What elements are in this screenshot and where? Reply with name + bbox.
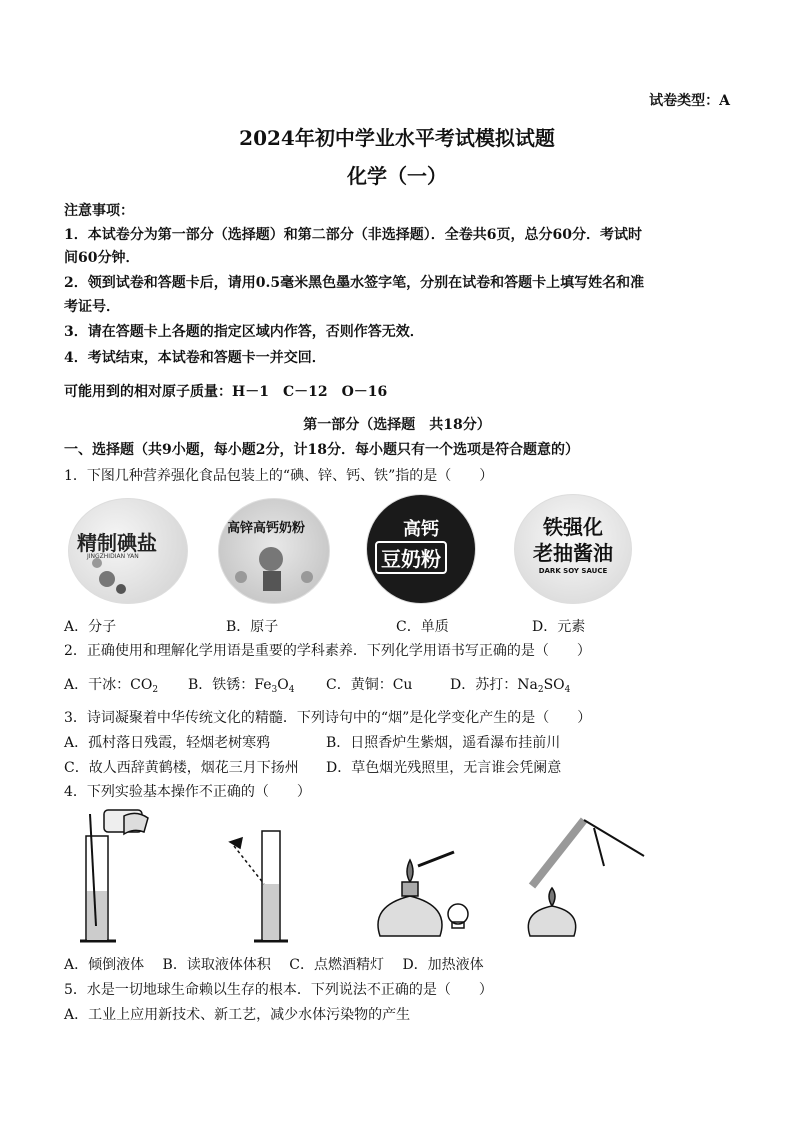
question-2-stem: 2．正确使用和理解化学用语是重要的学科素养．下列化学用语书写正确的是（ ） [64, 643, 591, 659]
q3-option-b: B．日照香炉生紫烟，遥看瀑布挂前川 [326, 735, 561, 751]
notice-item: 4．考试结束，本试卷和答题卡一并交回． [64, 350, 326, 366]
part1-heading: 第一部分（选择题 共18分） [303, 417, 491, 433]
section-title: 一、选择题（共9小题，每小题2分，计18分．每小题只有一个选项是符合题意的） [64, 442, 579, 458]
heating-liquid-illustration [528, 820, 644, 936]
pouring-liquid-illustration [80, 810, 148, 941]
q2-option-b: B．铁锈：$Fe_3O_4$ [188, 677, 295, 695]
question-3-stem: 3．诗词凝聚着中华传统文化的精髓．下列诗句中的“烟”是化学变化产生的是（ ） [64, 710, 592, 726]
notice-heading: 注意事项： [64, 203, 134, 219]
sauce-label-bottom: 老抽酱油 [533, 541, 613, 565]
notice-item: 考证号． [64, 299, 120, 315]
lighting-lamp-illustration [378, 852, 468, 936]
lab-operations-figure [64, 806, 664, 946]
notice-item: 3．请在答题卡上各题的指定区域内作答，否则作答无效． [64, 324, 424, 340]
q4-options: A．倾倒液体 B．读取液体体积 C．点燃酒精灯 D．加热液体 [64, 957, 484, 973]
iodized-salt-photo [68, 498, 188, 604]
q1-option-b: B．原子 [226, 619, 279, 635]
milk-powder-photo [218, 498, 330, 604]
q1-option-d: D．元素 [532, 619, 586, 635]
question-4-stem: 4．下列实验基本操作不正确的（ ） [64, 784, 311, 800]
q3-option-c: C．故人西辞黄鹤楼，烟花三月下扬州 [64, 760, 299, 776]
paper-type: 试卷类型：A [649, 93, 730, 109]
q2-option-c: C．黄铜：Cu [326, 677, 413, 693]
salt-label: 精制碘盐 [77, 531, 157, 555]
q1-option-a: A．分子 [64, 619, 117, 635]
milk-label: 高锌高钙奶粉 [227, 521, 306, 536]
notice-item: 间60分钟． [64, 250, 140, 266]
atomic-mass-line: 可能用到的相对原子质量：H－1 C－12 O－16 [64, 384, 388, 400]
q3-option-a: A．孤村落日残霞，轻烟老树寒鸦 [64, 735, 271, 751]
reading-volume-illustration [230, 831, 288, 941]
question-5-stem: 5．水是一切地球生命赖以生存的根本．下列说法不正确的是（ ） [64, 982, 493, 998]
sauce-label-top: 铁强化 [543, 515, 603, 539]
soy-label-bottom: 豆奶粉 [375, 541, 447, 574]
q3-option-d: D．草色烟光残照里，无言谁会凭阑意 [326, 760, 562, 776]
q2-option-d: D．苏打：$Na_2SO_4$ [450, 677, 571, 695]
notice-item: 1．本试卷分为第一部分（选择题）和第二部分（非选择题）．全卷共6页，总分60分．考试时 [64, 227, 642, 243]
notice-item: 2．领到试卷和答题卡后，请用0.5毫米黑色墨水签字笔，分别在试卷和答题卡上填写姓名和准 [64, 275, 645, 291]
soy-sauce-photo [514, 494, 632, 604]
exam-title: 2024年初中学业水平考试模拟试题 [239, 126, 555, 150]
soy-label-top: 高钙 [403, 519, 439, 540]
q1-option-c: C．单质 [396, 619, 449, 635]
salt-pinyin: JINGZHIDIAN YAN [87, 553, 139, 560]
q2-option-a: A．干冰：$CO_2$ [64, 677, 159, 695]
soy-milk-photo [366, 494, 476, 604]
question-1-stem: 1．下图几种营养强化食品包装上的“碘、锌、钙、铁”指的是（ ） [64, 468, 494, 484]
exam-subtitle: 化学（一） [347, 164, 447, 188]
sauce-label-en: DARK SOY SAUCE [538, 567, 608, 575]
q5-option-a: A．工业上应用新技术、新工艺，减少水体污染物的产生 [64, 1007, 411, 1023]
cartoon-kid-icon [219, 499, 329, 603]
